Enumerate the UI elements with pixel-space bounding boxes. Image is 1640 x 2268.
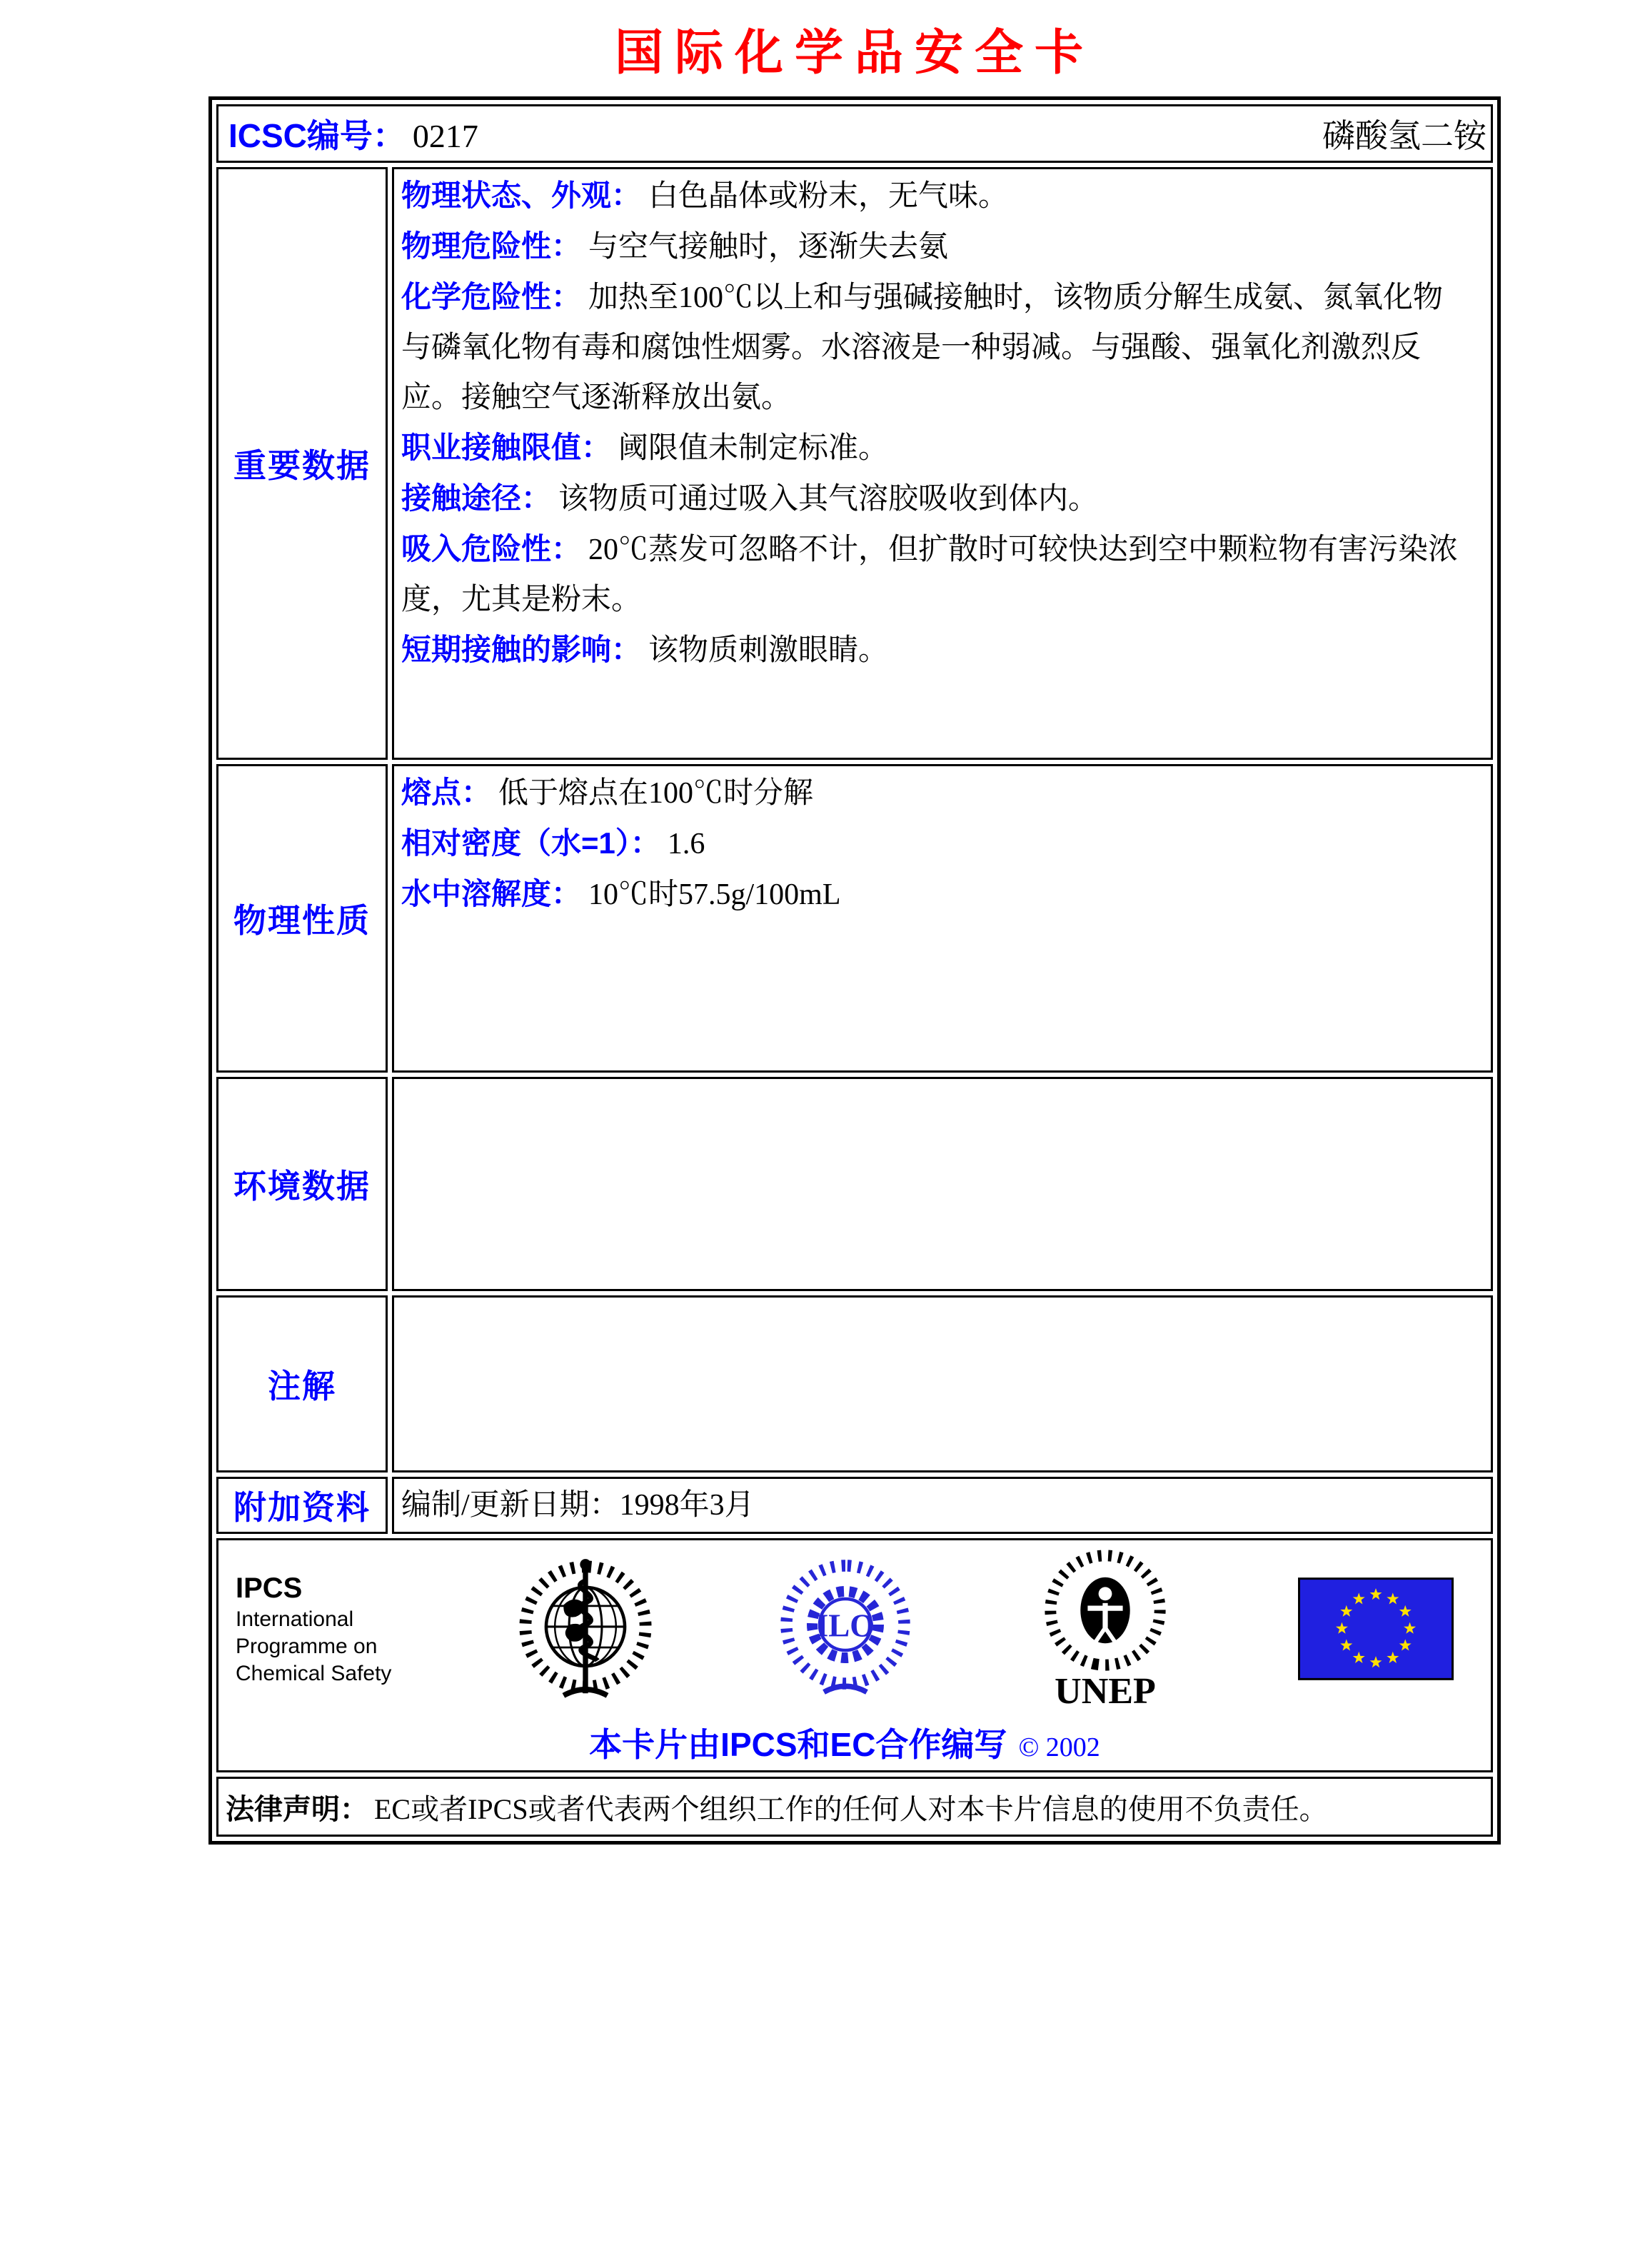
unep-wordmark: UNEP [1054,1671,1156,1712]
additional-info-row [216,1477,1493,1534]
section-label-additional-info: 附加资料 [216,1477,388,1534]
data-item: 物理危险性： 与空气接触时，逐渐失去氨 [401,229,949,264]
page-title: 国际化学品安全卡 [614,26,1095,80]
environmental-data-content [392,1077,1493,1291]
section-label-important-data: 重要数据 [216,167,388,760]
data-item: 接触途径： 该物质可通过吸入其气溶胶吸收到体内。 [401,481,1099,516]
ipcs-wordmark-block [236,1570,391,1687]
logos-row [216,1538,1493,1772]
physical-properties-row [216,764,1493,1073]
important-data-row [216,167,1493,760]
data-item: 短期接触的影响： 该物质刺激眼睛。 [401,633,889,667]
legal-label: 法律声明： [226,1793,368,1825]
copyright: © 2002 [1018,1732,1100,1762]
data-item: 水中溶解度： 10℃时57.5g/100mL [401,877,841,911]
notes-content [392,1295,1493,1472]
data-item: 职业接触限值： 阈限值未制定标准。 [401,431,889,465]
section-label-physical-properties: 物理性质 [216,764,388,1073]
data-item: 相对密度（水=1）： 1.6 [401,826,705,860]
footer-caption [236,1719,1454,1766]
eu-flag [1298,1577,1454,1680]
data-item: 熔点： 低于熔点在100℃时分解 [401,776,814,810]
legal-row [216,1777,1493,1837]
unep-logo [1038,1546,1172,1712]
physical-properties-content [392,764,1493,1073]
ilo-logo [779,1556,912,1702]
environmental-data-row [216,1077,1493,1291]
icsc-number-label: ICSC编号： [228,117,406,154]
chemical-name: 磷酸氢二铵 [1322,118,1486,154]
ipcs-subtitle-line: International [236,1607,354,1631]
card-table [208,96,1501,1845]
important-data-content [392,167,1493,760]
data-item: 吸入危险性： 20℃蒸发可忽略不计，但扩散时可较快达到空中颗粒物有害污染浓度，尤其是粉末。 [401,532,1459,616]
footer-caption-text: 本卡片由IPCS和EC合作编写 [589,1726,1007,1763]
section-label-notes: 注解 [216,1295,388,1472]
header-row [216,104,1493,163]
who-logo [518,1555,653,1703]
additional-info-content [392,1477,1493,1534]
icsc-number-group [228,110,478,157]
logos-strip [236,1546,1454,1712]
update-date: 编制/更新日期：1998年3月 [401,1489,755,1522]
ipcs-wordmark: IPCS [236,1572,303,1604]
section-label-environmental-data: 环境数据 [216,1077,388,1291]
data-item: 化学危险性： 加热至100℃以上和与强碱接触时，该物质分解生成氨、氮氧化物与磷氧化物有毒和腐蚀性烟雾。水溶液是一种弱减。与强酸、强氧化剂激烈反应。接触空气逐渐释放出氨。 [401,280,1444,414]
icsc-number-value: 0217 [412,118,478,154]
ilo-monogram: ILO [815,1607,875,1644]
legal-text: EC或者IPCS或者代表两个组织工作的任何人对本卡片信息的使用不负责任。 [374,1792,1328,1825]
ipcs-subtitle-line: Programme on [236,1635,378,1658]
notes-row [216,1295,1493,1472]
data-item: 物理状态、外观： 白色晶体或粉末，无气味。 [401,179,1009,213]
ipcs-subtitle-line: Chemical Safety [236,1662,392,1685]
